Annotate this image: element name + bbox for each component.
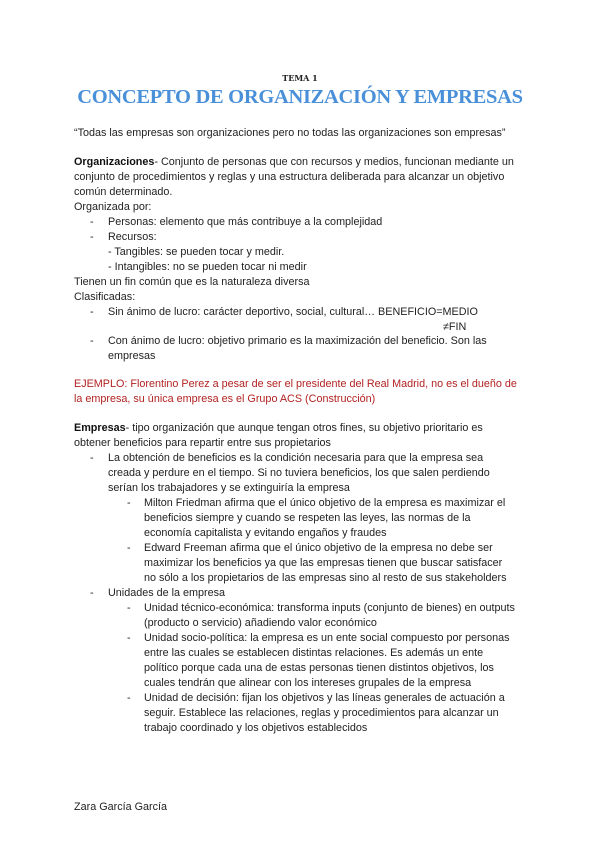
author-footer: Zara García García: [74, 801, 168, 813]
list-item-unidades: Unidades de la empresa: [108, 587, 226, 599]
list-item-personas: Personas: elemento que más contribuye a la complejidad: [108, 216, 383, 228]
list-item-tecnico-cont: (producto o servicio) añadiendo valor económico: [144, 617, 377, 629]
list-item-sin-animo: Sin ánimo de lucro: carácter deportivo, social, cultural… BENEFICIO=MEDIO: [108, 306, 478, 318]
bullet-dash: -: [90, 452, 94, 464]
list-item-freeman-cont: maximizar los beneficios ya que las empresas tienen que buscar satisfacer: [144, 557, 503, 569]
list-item-socio-cont: político porque cada una de estas personas tienen distintos objetivos, los: [144, 662, 494, 674]
list-item-intangibles: - Intangibles: no se pueden tocar ni medir: [108, 261, 307, 273]
bullet-dash: -: [90, 587, 94, 599]
list-item-friedman: Milton Friedman afirma que el único objetivo de la empresa es maximizar el: [144, 497, 506, 509]
neq-fin-text: ≠FIN: [443, 321, 467, 333]
list-item-friedman-cont: beneficios siempre y cuando se respeten las leyes, las normas de la: [144, 512, 471, 524]
organizaciones-definition-line: común determinado.: [74, 186, 173, 198]
fin-comun-text: Tienen un fin común que es la naturaleza diversa: [74, 276, 310, 288]
organizada-por-label: Organizada por:: [74, 201, 152, 213]
list-item-decision-cont: seguir. Establece las relaciones, reglas y procedimientos para alcanzar un: [144, 707, 499, 719]
bullet-dash: -: [127, 542, 131, 554]
list-item-decision-cont: trabajo coordinado y los objetivos establecidos: [144, 722, 368, 734]
list-item-freeman-cont: no sólo a los propietarios de las empresas sino al resto de sus stakeholders: [144, 572, 507, 584]
list-item-beneficios: La obtención de beneficios es la condición necesaria para que la empresa sea: [108, 452, 484, 464]
empresas-definition-line: obtener beneficios para repartir entre sus propietarios: [74, 437, 331, 449]
bullet-dash: -: [90, 306, 94, 318]
list-item-friedman-cont: economía capitalista y evitando engaños y fraudes: [144, 527, 387, 539]
list-item-recursos: Recursos:: [108, 231, 157, 243]
list-item-tangibles: - Tangibles: se pueden tocar y medir.: [108, 246, 285, 258]
list-item-con-animo-cont: empresas: [108, 350, 156, 362]
clasificadas-label: Clasificadas:: [74, 291, 136, 303]
bullet-dash: -: [127, 602, 131, 614]
list-item-beneficios-cont: creada y perdure en el tiempo. Si no tuviera beneficios, los que salen perdiendo: [108, 467, 490, 479]
quote: “Todas las empresas son organizaciones pero no todas las organizaciones son empresas”: [74, 127, 506, 139]
list-item-freeman: Edward Freeman afirma que el único objetivo de la empresa no debe ser: [144, 542, 493, 554]
ejemplo-line: la empresa, su única empresa es el Grupo ACS (Construcción): [74, 393, 376, 405]
list-item-con-animo: Con ánimo de lucro: objetivo primario es la maximización del beneficio. Son las: [108, 335, 487, 347]
bullet-dash: -: [90, 216, 94, 228]
list-item-tecnico: Unidad técnico-económica: transforma inputs (conjunto de bienes) en outputs: [144, 602, 515, 614]
theme-label: TEMA 1: [282, 73, 318, 83]
ejemplo-line: EJEMPLO: Florentino Perez a pesar de ser el presidente del Real Madrid, no es el dueño de: [74, 378, 517, 390]
bullet-dash: -: [127, 632, 131, 644]
bullet-dash: -: [127, 497, 131, 509]
bullet-dash: -: [90, 335, 94, 347]
list-item-socio-cont: entre las cuales se establecen distintas relaciones. Es además un ente: [144, 647, 484, 659]
list-item-decision: Unidad de decisión: fijan los objetivos y las líneas generales de actuación a: [144, 692, 505, 704]
bullet-dash: -: [90, 231, 94, 243]
empresas-definition-line: Empresas- tipo organización que aunque tengan otros fines, su objetivo prioritario es: [74, 422, 483, 434]
bullet-dash: -: [127, 692, 131, 704]
organizaciones-definition-line: conjunto de procedimientos y reglas y una estructura deliberada para alcanzar un objetivo: [74, 171, 505, 183]
list-item-socio: Unidad socio-política: la empresa es un ente social compuesto por personas: [144, 632, 510, 644]
empresas-term: Empresas: [74, 422, 126, 434]
organizaciones-term: Organizaciones: [74, 156, 155, 168]
page-title: CONCEPTO DE ORGANIZACIÓN Y EMPRESAS: [77, 86, 523, 108]
list-item-socio-cont: cuales tendrán que alinear con los intereses grupales de la empresa: [144, 677, 472, 689]
organizaciones-definition-line: Organizaciones- Conjunto de personas que con recursos y medios, funcionan mediante un: [74, 156, 514, 168]
list-item-beneficios-cont: serían los trabajadores y se extinguiría la empresa: [108, 482, 350, 494]
